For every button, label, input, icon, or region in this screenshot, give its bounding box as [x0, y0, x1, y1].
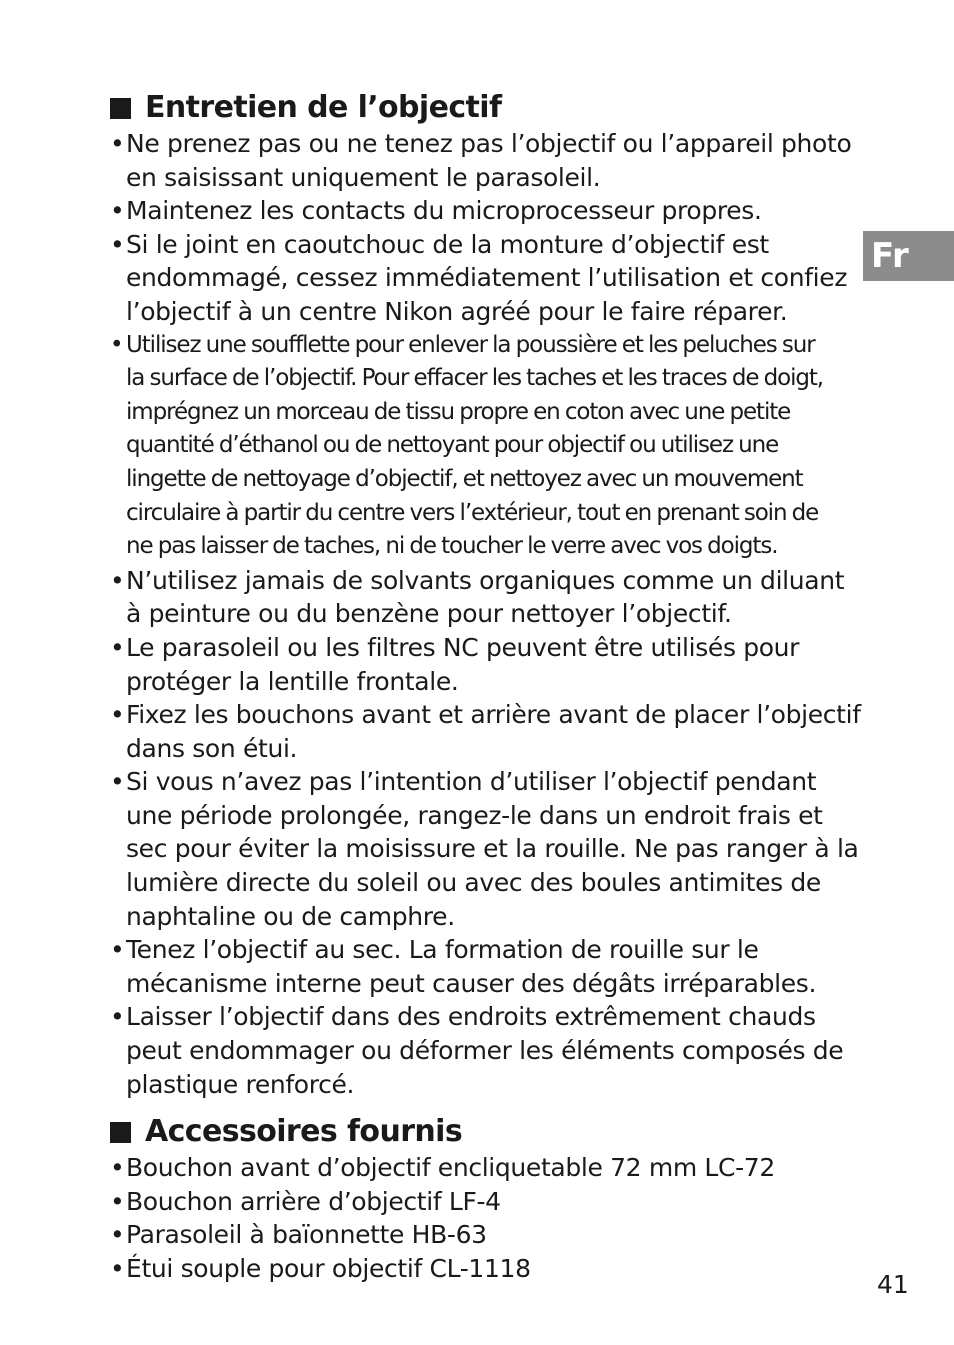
line: Le parasoleil ou les filtres NC peuvent être utilisés pour — [126, 632, 800, 662]
bullet-icon: • — [110, 935, 125, 965]
accessories-list — [110, 1151, 855, 1285]
list-item — [110, 1252, 855, 1286]
bullet-icon: • — [110, 331, 123, 358]
line: Maintenez les contacts du microprocesseur propres. — [126, 196, 762, 226]
line: lumière directe du soleil ou avec des boules antimites de — [126, 868, 821, 898]
line: Parasoleil à baïonnette HB-63 — [126, 1220, 487, 1250]
bullet-icon: • — [110, 1153, 125, 1182]
page-number: 41 — [877, 1270, 909, 1299]
bullet-icon: • — [110, 129, 125, 158]
list-item — [110, 194, 855, 228]
line: quantité d’éthanol ou de nettoyant pour objectif ou utilisez une — [126, 432, 779, 459]
list-item — [110, 1000, 855, 1101]
language-tab: Fr — [863, 231, 954, 281]
line: Bouchon arrière d’objectif LF-4 — [126, 1186, 501, 1216]
list-item — [110, 698, 861, 765]
line: dans son étui. — [126, 733, 298, 763]
bullet-icon: • — [110, 700, 125, 730]
bullet-icon: • — [110, 196, 125, 226]
line: sec pour éviter la moisissure et la rouille. Ne pas ranger à la — [126, 834, 859, 864]
lens-care-section — [110, 89, 861, 1101]
line: l’objectif à un centre Nikon agréé pour le faire réparer. — [126, 296, 788, 326]
line: imprégnez un morceau de tissu propre en coton avec une petite — [126, 398, 791, 425]
bullet-icon: • — [110, 1253, 125, 1283]
line: protéger la lentille frontale. — [126, 666, 459, 696]
bullet-icon: • — [110, 565, 125, 595]
line: Bouchon avant d’objectif encliquetable 72 mm LC-72 — [126, 1153, 775, 1182]
list-item — [110, 1151, 855, 1185]
section-title: Accessoires fournis — [145, 1114, 463, 1149]
line: Utilisez une soufflette pour enlever la poussière et les peluches sur — [126, 331, 815, 358]
list-item — [110, 127, 855, 194]
line: ne pas laisser de taches, ni de toucher le verre avec vos doigts. — [126, 533, 778, 560]
line: à peinture ou du benzène pour nettoyer l’objectif. — [126, 599, 732, 629]
bullet-icon: • — [110, 632, 125, 662]
lens-care-list — [110, 127, 861, 1101]
list-item — [110, 1218, 855, 1252]
section-heading — [110, 89, 855, 127]
line: circulaire à partir du centre vers l’extérieur, tout en prenant soin de — [126, 499, 819, 526]
list-item — [110, 564, 855, 631]
accessories-section — [110, 1113, 855, 1285]
line: Ne prenez pas ou ne tenez pas l’objectif ou l’appareil photo — [126, 129, 852, 158]
line: une période prolongée, rangez-le dans un endroit frais et — [126, 800, 823, 830]
line: Étui souple pour objectif CL-1118 — [126, 1253, 531, 1283]
line: Si le joint en caoutchouc de la monture d’objectif est — [126, 229, 769, 259]
square-bullet-icon — [110, 98, 131, 119]
bullet-icon: • — [110, 1002, 125, 1032]
line: en saisissant uniquement le parasoleil. — [126, 162, 601, 192]
bullet-icon: • — [110, 1186, 125, 1216]
list-item — [110, 765, 859, 933]
list-item — [110, 329, 855, 564]
line: mécanisme interne peut causer des dégâts irréparables. — [126, 968, 817, 998]
line: naphtaline ou de camphre. — [126, 901, 455, 931]
line: Laisser l’objectif dans des endroits extrêmement chauds — [126, 1002, 816, 1032]
square-bullet-icon — [110, 1122, 131, 1143]
list-item — [110, 933, 855, 1000]
bullet-icon: • — [110, 767, 125, 797]
line: lingette de nettoyage d’objectif, et nettoyez avec un mouvement — [126, 465, 803, 492]
line: plastique renforcé. — [126, 1069, 355, 1099]
line: peut endommager ou déformer les éléments composés de — [126, 1036, 844, 1066]
bullet-icon: • — [110, 1220, 125, 1250]
line: N’utilisez jamais de solvants organiques comme un diluant — [126, 565, 845, 595]
line: Tenez l’objectif au sec. La formation de rouille sur le — [126, 935, 759, 965]
line: endommagé, cessez immédiatement l’utilisation et confiez — [126, 263, 848, 293]
list-item — [110, 1185, 855, 1219]
line: Fixez les bouchons avant et arrière avant de placer l’objectif — [126, 700, 861, 730]
line: la surface de l’objectif. Pour effacer les taches et les traces de doigt, — [126, 365, 823, 392]
section-title: Entretien de l’objectif — [145, 90, 502, 125]
bullet-icon: • — [110, 229, 125, 259]
list-item — [110, 228, 855, 329]
section-heading — [110, 1113, 855, 1151]
list-item — [110, 631, 855, 698]
line: Si vous n’avez pas l’intention d’utiliser l’objectif pendant — [126, 767, 817, 797]
